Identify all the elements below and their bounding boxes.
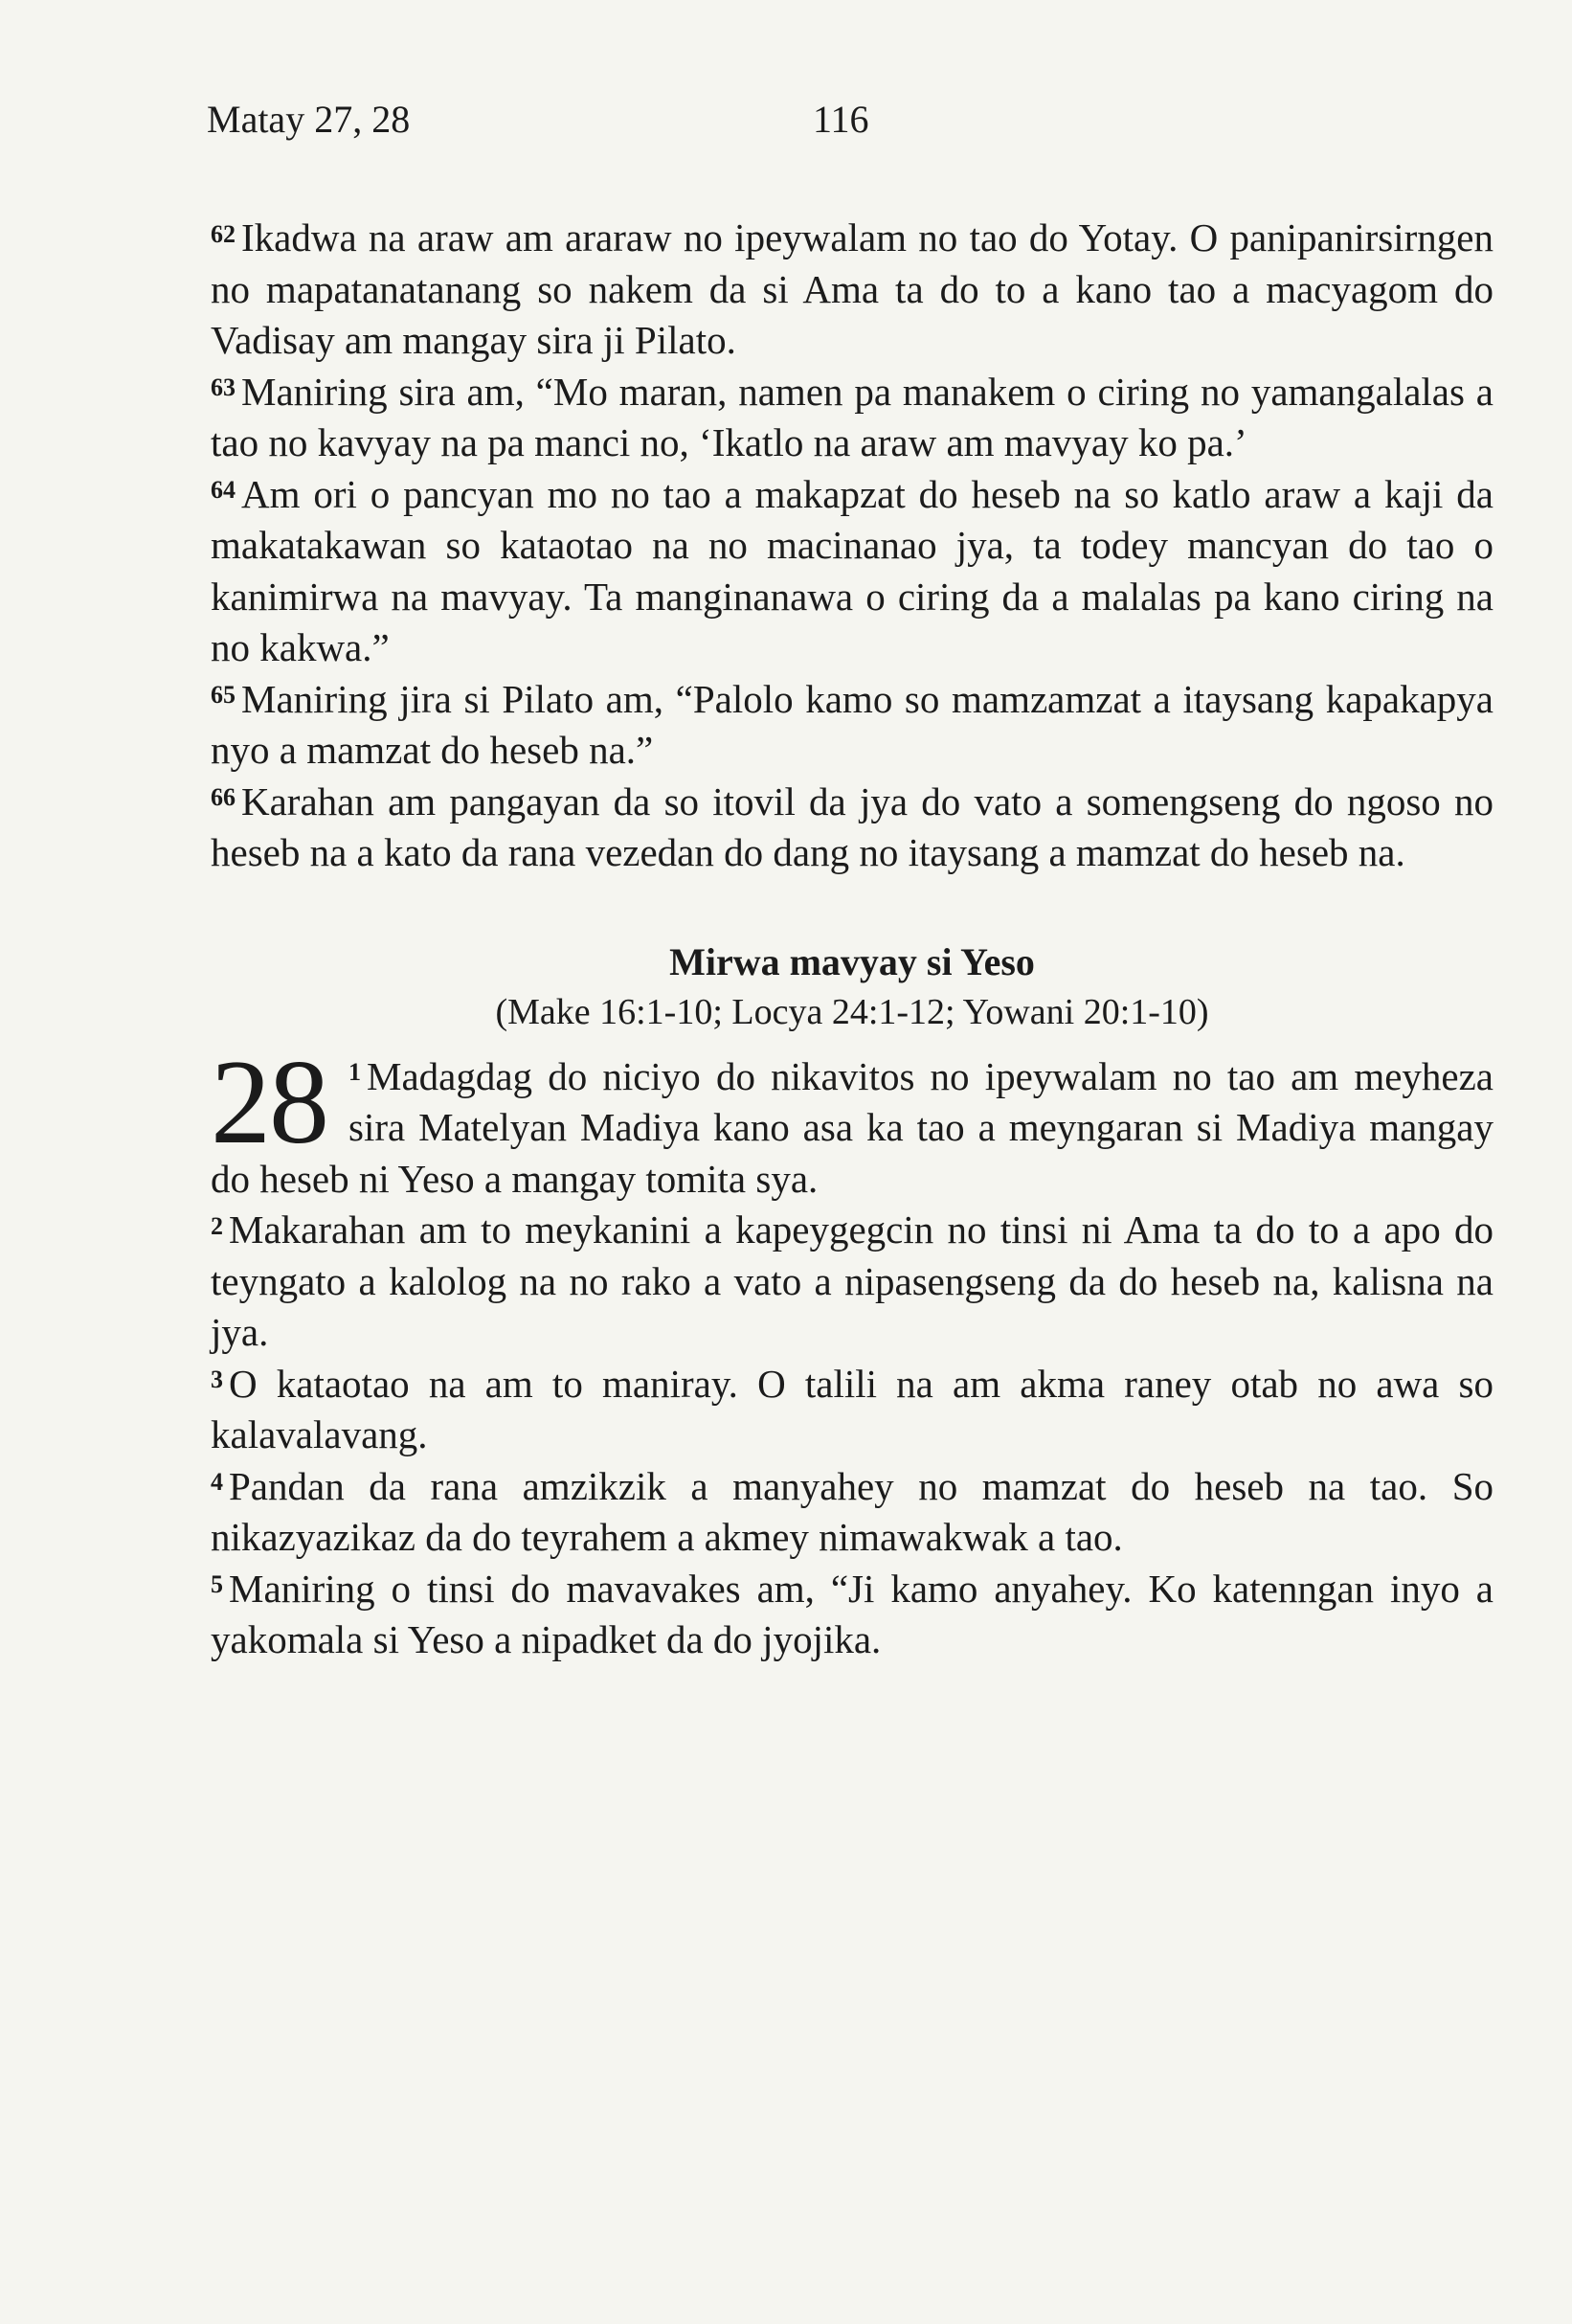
verse-28-4: [211, 1461, 1493, 1564]
verse-number: 65: [211, 681, 236, 710]
chapter-number: 28: [211, 1035, 327, 1169]
section-heading: [211, 938, 1493, 1038]
verse-28-2: [211, 1205, 1493, 1359]
chapter-reference: Matay 27, 28: [207, 98, 411, 141]
verse-28-1: [211, 1035, 1493, 1206]
verse-text: O kataotao na am to maniray. O talili na am akma raney otab no awa so kalavalavang.: [211, 1361, 1493, 1456]
verse-number: 1: [348, 1058, 361, 1087]
verse-number: 66: [211, 783, 236, 812]
verse-27-62: [211, 213, 1493, 367]
verse-28-5: [211, 1564, 1493, 1666]
verse-text: Am ori o pancyan mo no tao a makapzat do heseb na so katlo araw a kaji da makatakawan so kataotao na no macinanao jya, ta todey mancyan do tao o kanimirwa na mavyay. Ta manginanawa o ciring da a malalas pa kano ciring na no kakwa.”: [211, 471, 1493, 669]
verse-28-3: [211, 1359, 1493, 1461]
body-text: [211, 213, 1493, 1666]
verse-number: 3: [211, 1365, 223, 1394]
verse-number: 63: [211, 373, 236, 402]
verse-27-64: [211, 469, 1493, 674]
verse-text: Ikadwa na araw am araraw no ipeywalam no tao do Yotay. O panipanirsirngen no mapatanatanang so nakem da si Ama ta do to a kano tao a macyagom do Vadisay am mangay sira ji Pilato.: [211, 215, 1493, 362]
verse-27-66: [211, 777, 1493, 879]
verse-text: Pandan da rana amzikzik a manyahey no mamzat do heseb na tao. So nikazyazikaz da do teyrahem a akmey nimawakwak a tao.: [211, 1463, 1493, 1559]
section-title: Mirwa mavyay si Yeso: [669, 939, 1035, 983]
verse-27-63: [211, 367, 1493, 469]
verse-number: 64: [211, 476, 236, 505]
verse-text: Karahan am pangayan da so itovil da jya do vato a somengseng do ngoso no heseb na a kato da rana vezedan do dang no itaysang a mamzat do heseb na.: [211, 778, 1493, 874]
verse-number: 2: [211, 1211, 223, 1240]
running-head: [207, 91, 1499, 148]
verse-number: 62: [211, 219, 236, 248]
verse-text: Maniring sira am, “Mo maran, namen pa manakem o ciring no yamangalalas a tao no kavyay na pa manci no, ‘Ikatlo na araw am mavyay ko pa.’: [211, 369, 1493, 464]
section-parallel-references: (Make 16:1-10; Locya 24:1-12; Yowani 20:1-10): [495, 991, 1209, 1032]
verse-text: Madagdag do niciyo do nikavitos no ipeywalam no tao am meyheza sira Matelyan Madiya kano asa ka tao a meyngaran si Madiya mangay do heseb ni Yeso a mangay tomita sya.: [211, 1053, 1493, 1201]
verse-text: Maniring o tinsi do mavavakes am, “Ji kamo anyahey. Ko katenngan inyo a yakomala si Yeso a nipadket da do jyojika.: [211, 1566, 1493, 1661]
verse-text: Maniring jira si Pilato am, “Palolo kamo so mamzamzat a itaysang kapakapya nyo a mamzat do heseb na.”: [211, 676, 1493, 772]
verse-number: 5: [211, 1570, 223, 1599]
page-number: 116: [813, 98, 869, 141]
verse-number: 4: [211, 1468, 223, 1497]
verse-text: Makarahan am to meykanini a kapeygegcin no tinsi ni Ama ta do to a apo do teyngato a kalolog na no rako a vato a nipasengseng da do heseb na, kalisna na jya.: [211, 1207, 1493, 1354]
verse-27-65: [211, 674, 1493, 777]
